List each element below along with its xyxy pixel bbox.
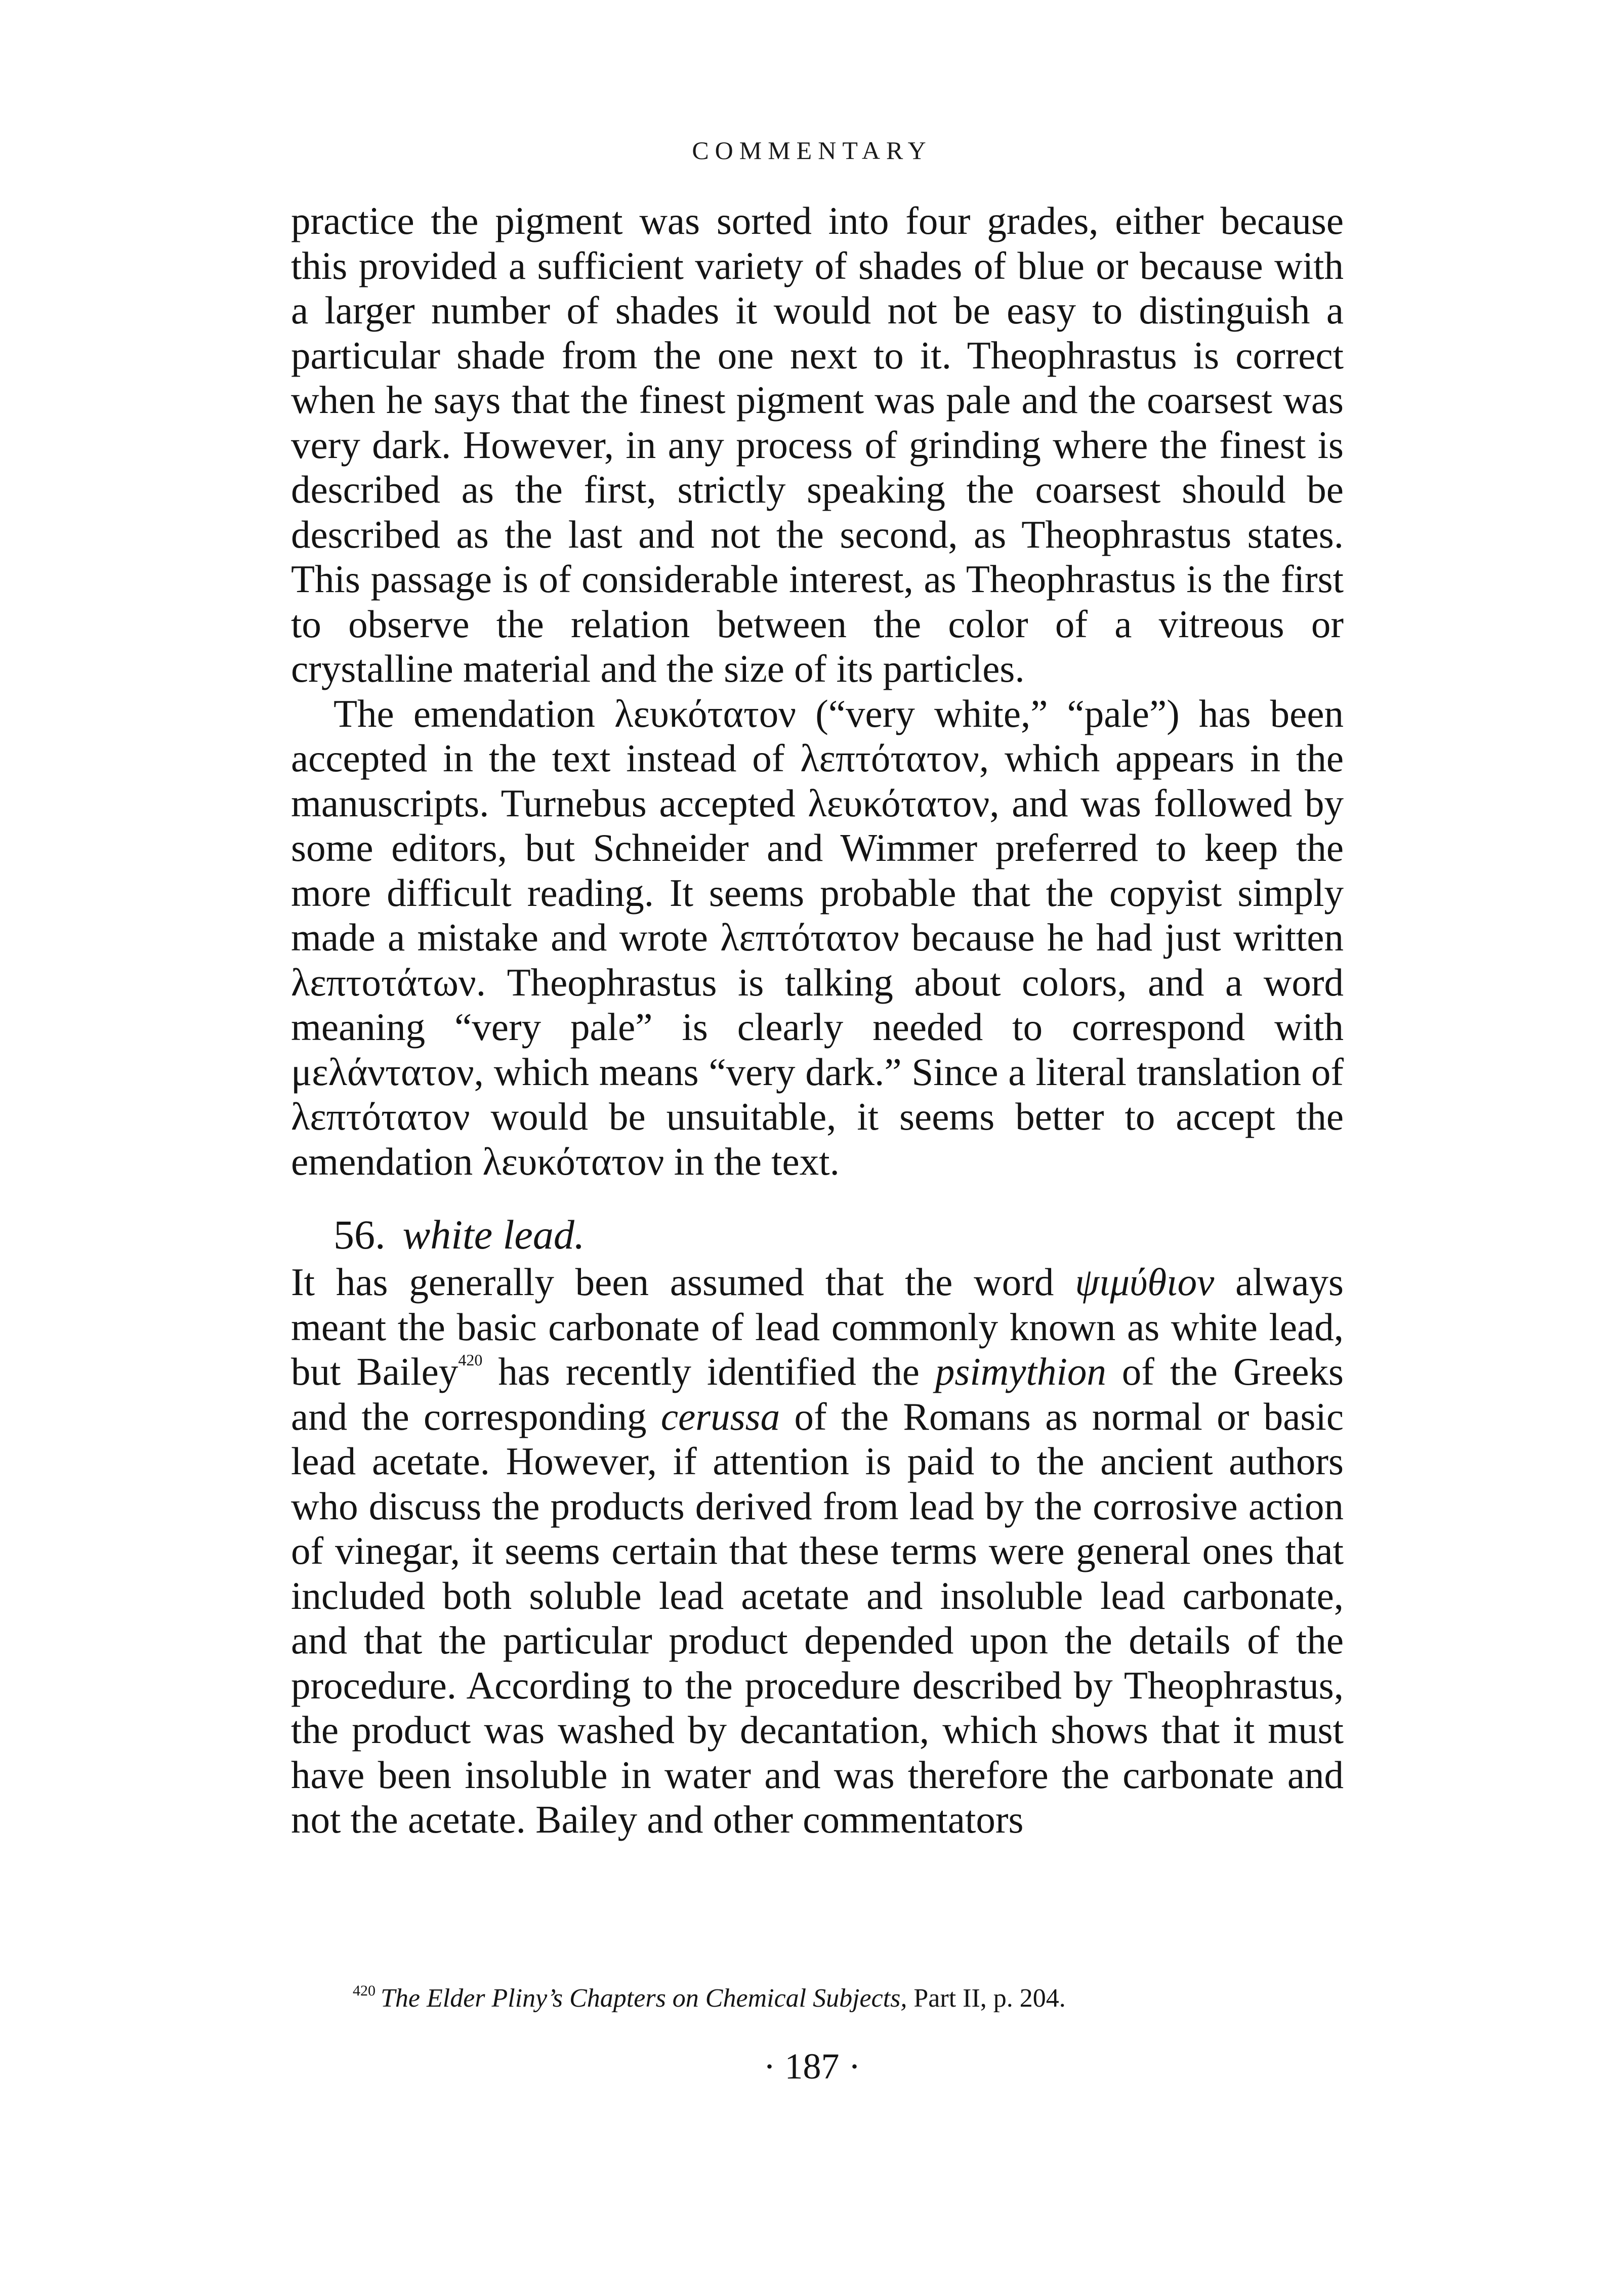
italic-term: psimythion [935, 1350, 1106, 1393]
greek-term: λευκότατον [614, 691, 797, 735]
body-text [291, 198, 1344, 1842]
text-run: in the text. [664, 1139, 840, 1183]
text-run: It has generally been assumed that the word [291, 1260, 1075, 1304]
italic-term: cerussa [660, 1394, 780, 1438]
text-run: always meant the basic carbonate of lead commonly known as white lead, but Bailey [291, 1260, 1344, 1393]
text-run: of the Romans as normal or basic lead acetate. However, if attention is paid to the ancient authors who discuss the products derived from lead by the corrosive action of vinegar, it seems certain that these terms were general ones that included both soluble lead acetate and insoluble lead carbonate, and that the particular product depended upon the details of the procedure. According to the procedure described by Theophrastus, the product was washed by decantation, which shows that it must have been insoluble in water and was therefore the carbonate and not the acetate. Bailey and other commentators [291, 1394, 1344, 1841]
greek-term: ψιμύθιον [1075, 1260, 1215, 1304]
text-run: (“very white,” “pale”) has been accepted in the text instead of [291, 691, 1344, 780]
footnote-number: 420 [353, 1982, 376, 1999]
greek-term: λευκότατον [482, 1139, 664, 1183]
footnote-title: The Elder Pliny’s Chapters on Chemical Subjects, [381, 1984, 907, 2013]
greek-term: μελάντατον [291, 1050, 474, 1094]
paragraph-emendation [291, 691, 1344, 1184]
greek-term: λεπτότατον [720, 916, 899, 959]
text-run: . Theophrastus is talking about colors, and a word meaning “very pale” is clearly needed to correspond with [291, 960, 1344, 1049]
paragraph-white-lead [291, 1260, 1344, 1842]
text-run: of the Greeks and the corresponding [291, 1350, 1344, 1438]
text-run: , which means “very dark.” Since a literal translation of [474, 1050, 1344, 1094]
section-heading [334, 1210, 1344, 1260]
greek-term: λεπτότατον [291, 1095, 470, 1138]
section-title: white lead. [402, 1212, 585, 1258]
text-run: , and was followed by some editors, but Schneider and Wimmer preferred to keep the more difficult reading. It seems probable that the copyist simply made a mistake and wrote [291, 781, 1344, 959]
section-number: 56. [334, 1212, 386, 1258]
greek-term: λεπτοτάτων [291, 960, 476, 1004]
text-run: has recently identified the [482, 1350, 935, 1393]
text-run: would be unsuitable, it seems better to accept the emendation [291, 1095, 1344, 1183]
greek-term: λεπτότατον [800, 736, 979, 780]
running-header: COMMENTARY [692, 136, 932, 164]
footnote-text: Part II, p. 204. [907, 1984, 1066, 2013]
text-run: The emendation [334, 691, 615, 735]
paragraph-pigment-grades: practice the pigment was sorted into four grades, either because this provided a sufficient variety of shades of blue or because with a larger number of shades it would not be easy to distinguish a particular shade from the one next to it. Theophrastus is correct when he says that the finest pigment was pale and the coarsest was very dark. However, in any process of grinding where the finest is described as the first, strictly speaking the coarsest should be described as the last and not the second, as Theophrastus states. This passage is of considerable interest, as Theophrastus is the first to observe the relation between the color of a vitreous or crystalline material and the size of its particles. [291, 199, 1344, 690]
text-run: because he had just written [899, 916, 1344, 959]
footnote [353, 1975, 1345, 2015]
footnote-reference[interactable]: 420 [458, 1351, 483, 1369]
page-number: · 187 · [763, 2046, 861, 2087]
greek-term: λευκότατον [808, 781, 990, 825]
text-run: , which appears in the manuscripts. Turnebus accepted [291, 736, 1344, 825]
